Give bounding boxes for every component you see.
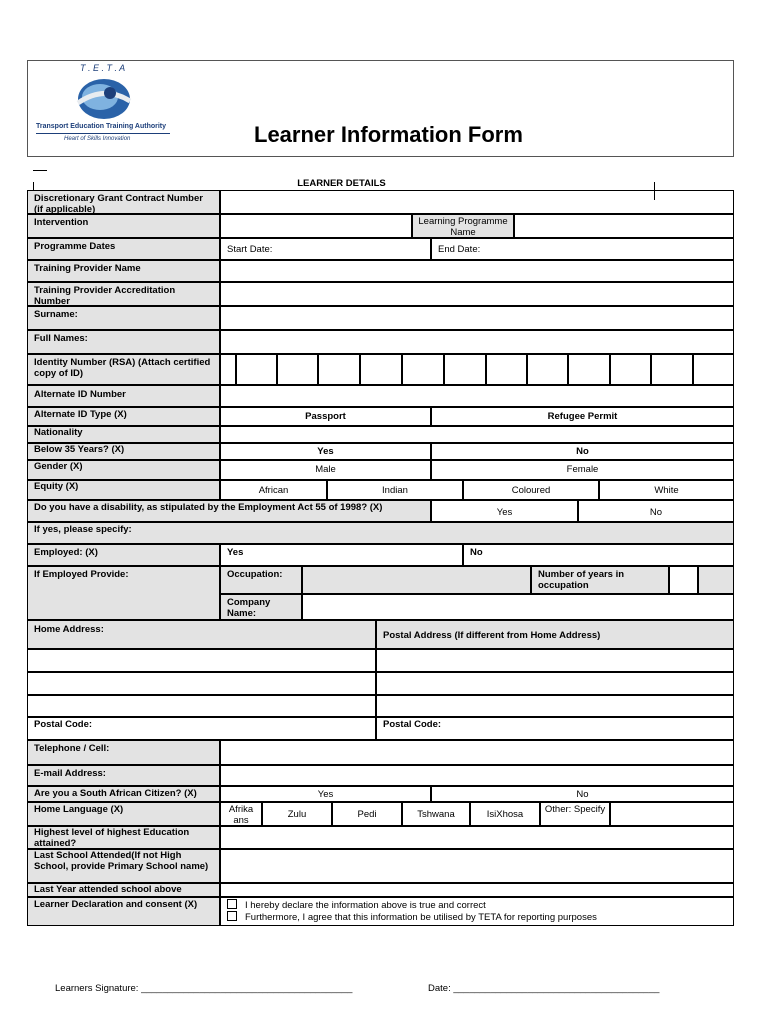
grant-number-field[interactable] xyxy=(220,190,734,214)
language-isixhosa-option[interactable]: IsiXhosa xyxy=(470,802,540,826)
form-header xyxy=(27,60,734,157)
learning-programme-name-field[interactable] xyxy=(514,214,734,238)
checkbox-icon[interactable] xyxy=(227,899,237,909)
intervention-field[interactable] xyxy=(220,214,412,238)
disability-yes-option[interactable]: Yes xyxy=(431,500,578,522)
id-digit-4[interactable] xyxy=(360,354,402,385)
disability-label: Do you have a disability, as stipulated by the Employment Act 55 of 1998? (X) xyxy=(27,500,431,522)
signature-line[interactable]: Learners Signature: ________________________________________ xyxy=(55,983,353,994)
home-address-label xyxy=(27,620,376,649)
alt-id-number-field[interactable] xyxy=(220,385,734,407)
declaration-line-1-text: I hereby declare the information above is true and correct xyxy=(245,900,486,911)
full-names-label: Full Names: xyxy=(27,330,220,354)
id-digit-0[interactable] xyxy=(220,354,236,385)
checkbox-icon[interactable] xyxy=(227,911,237,921)
postal-address-line-3[interactable] xyxy=(376,695,734,717)
refugee-permit-option[interactable]: Refugee Permit xyxy=(431,407,734,426)
id-digit-8[interactable] xyxy=(527,354,568,385)
language-tshwana-option[interactable]: Tshwana xyxy=(402,802,470,826)
section-title: LEARNER DETAILS xyxy=(297,178,386,189)
postal-address-line-1[interactable] xyxy=(376,649,734,672)
alt-id-number-label: Alternate ID Number xyxy=(27,385,220,407)
home-address-line-2[interactable] xyxy=(27,672,376,695)
start-date-field[interactable] xyxy=(220,238,431,260)
accreditation-label: Training Provider Accreditation Number xyxy=(27,282,220,306)
nationality-field[interactable] xyxy=(220,426,734,443)
gender-female-option[interactable]: Female xyxy=(431,460,734,480)
equity-african-option[interactable]: African xyxy=(220,480,327,500)
gender-male-option[interactable]: Male xyxy=(220,460,431,480)
declaration-field xyxy=(220,897,734,926)
intervention-label: Intervention xyxy=(27,214,220,238)
equity-indian-option[interactable]: Indian xyxy=(327,480,463,500)
email-field[interactable] xyxy=(220,765,734,786)
declaration-line-2[interactable] xyxy=(227,911,727,923)
years-in-occupation-field[interactable] xyxy=(669,566,698,594)
id-digit-10[interactable] xyxy=(610,354,651,385)
postal-address-line-2[interactable] xyxy=(376,672,734,695)
disability-no-option[interactable]: No xyxy=(578,500,734,522)
declaration-line-1[interactable] xyxy=(227,899,727,911)
email-label: E-mail Address: xyxy=(27,765,220,786)
telephone-field[interactable] xyxy=(220,740,734,765)
equity-white-option[interactable]: White xyxy=(599,480,734,500)
last-year-label: Last Year attended school above xyxy=(27,883,220,897)
telephone-label: Telephone / Cell: xyxy=(27,740,220,765)
below-35-no-option[interactable]: No xyxy=(431,443,734,460)
id-digit-7[interactable] xyxy=(486,354,527,385)
declaration-label: Learner Declaration and consent (X) xyxy=(27,897,220,926)
employed-no-option[interactable]: No xyxy=(463,544,734,566)
date-line[interactable]: Date: _______________________________________ xyxy=(428,983,660,994)
highest-education-label: Highest level of highest Education attained? xyxy=(27,826,220,849)
learning-programme-name-label: Learning Programme Name xyxy=(412,214,514,238)
company-name-label: Company Name: xyxy=(220,594,302,620)
postal-postal-code[interactable]: Postal Code: xyxy=(376,717,734,740)
language-pedi-option[interactable]: Pedi xyxy=(332,802,402,826)
id-digit-1[interactable] xyxy=(236,354,277,385)
id-number-label: Identity Number (RSA) (Attach certified copy of ID) xyxy=(27,354,220,385)
programme-dates-label: Programme Dates xyxy=(27,238,220,260)
language-other-field[interactable] xyxy=(610,802,734,826)
occupation-field[interactable] xyxy=(302,566,531,594)
passport-option[interactable]: Passport xyxy=(220,407,431,426)
home-address-line-3[interactable] xyxy=(27,695,376,717)
surname-label: Surname: xyxy=(27,306,220,330)
id-digit-2[interactable] xyxy=(277,354,318,385)
citizen-label: Are you a South African Citizen? (X) xyxy=(27,786,220,802)
language-zulu-option[interactable]: Zulu xyxy=(262,802,332,826)
years-in-occupation-label: Number of years in occupation xyxy=(531,566,669,594)
nationality-label: Nationality xyxy=(27,426,220,443)
end-date-label: End Date: xyxy=(438,244,481,255)
grant-number-label: Discretionary Grant Contract Number (if applicable) xyxy=(27,190,220,214)
language-other-option[interactable]: Other: Specify xyxy=(540,802,610,826)
home-postal-code[interactable]: Postal Code: xyxy=(27,717,376,740)
dash-mark xyxy=(33,170,47,171)
home-address-label-text: Home Address: xyxy=(34,624,104,635)
declaration-line-2-text: Furthermore, I agree that this information be utilised by TETA for reporting purposes xyxy=(245,912,597,923)
language-afrikaans-option[interactable]: Afrika ans xyxy=(220,802,262,826)
training-provider-label: Training Provider Name xyxy=(27,260,220,282)
last-year-field[interactable] xyxy=(220,883,734,897)
org-tagline: Heart of Skills Innovation xyxy=(64,136,131,142)
surname-field[interactable] xyxy=(220,306,734,330)
company-name-field[interactable] xyxy=(302,594,734,620)
citizen-yes-option[interactable]: Yes xyxy=(220,786,431,802)
years-in-occupation-extra xyxy=(698,566,734,594)
equity-label: Equity (X) xyxy=(27,480,220,500)
id-digit-12[interactable] xyxy=(693,354,734,385)
page-title: Learner Information Form xyxy=(254,122,523,147)
last-school-label: Last School Attended(If not High School, provide Primary School name) xyxy=(27,849,220,883)
org-letters: T . E . T . A xyxy=(80,63,126,73)
below-35-yes-option[interactable]: Yes xyxy=(220,443,431,460)
start-date-label: Start Date: xyxy=(227,244,273,255)
equity-coloured-option[interactable]: Coloured xyxy=(463,480,599,500)
accreditation-field[interactable] xyxy=(220,282,734,306)
specify-label: If yes, please specify: xyxy=(27,522,734,544)
occupation-label: Occupation: xyxy=(220,566,302,594)
gender-label: Gender (X) xyxy=(27,460,220,480)
citizen-no-option[interactable]: No xyxy=(431,786,734,802)
id-digit-9[interactable] xyxy=(568,354,610,385)
id-digit-3[interactable] xyxy=(318,354,360,385)
employed-yes-option[interactable]: Yes xyxy=(220,544,463,566)
full-names-field[interactable] xyxy=(220,330,734,354)
id-digit-5[interactable] xyxy=(402,354,444,385)
training-provider-field[interactable] xyxy=(220,260,734,282)
id-digit-11[interactable] xyxy=(651,354,693,385)
org-divider xyxy=(36,133,170,134)
id-digit-6[interactable] xyxy=(444,354,486,385)
teta-logo-icon xyxy=(64,65,144,125)
highest-education-field[interactable] xyxy=(220,826,734,849)
end-date-field[interactable] xyxy=(431,238,734,260)
employed-label: Employed: (X) xyxy=(27,544,220,566)
home-address-line-1[interactable] xyxy=(27,649,376,672)
postal-address-label: Postal Address (If different from Home Address) xyxy=(376,620,734,649)
alt-id-type-label: Alternate ID Type (X) xyxy=(27,407,220,426)
below-35-label: Below 35 Years? (X) xyxy=(27,443,220,460)
last-school-field[interactable] xyxy=(220,849,734,883)
employed-provide-label: If Employed Provide: xyxy=(27,566,220,620)
home-language-label: Home Language (X) xyxy=(27,802,220,826)
org-name: Transport Education Training Authority xyxy=(36,123,167,130)
